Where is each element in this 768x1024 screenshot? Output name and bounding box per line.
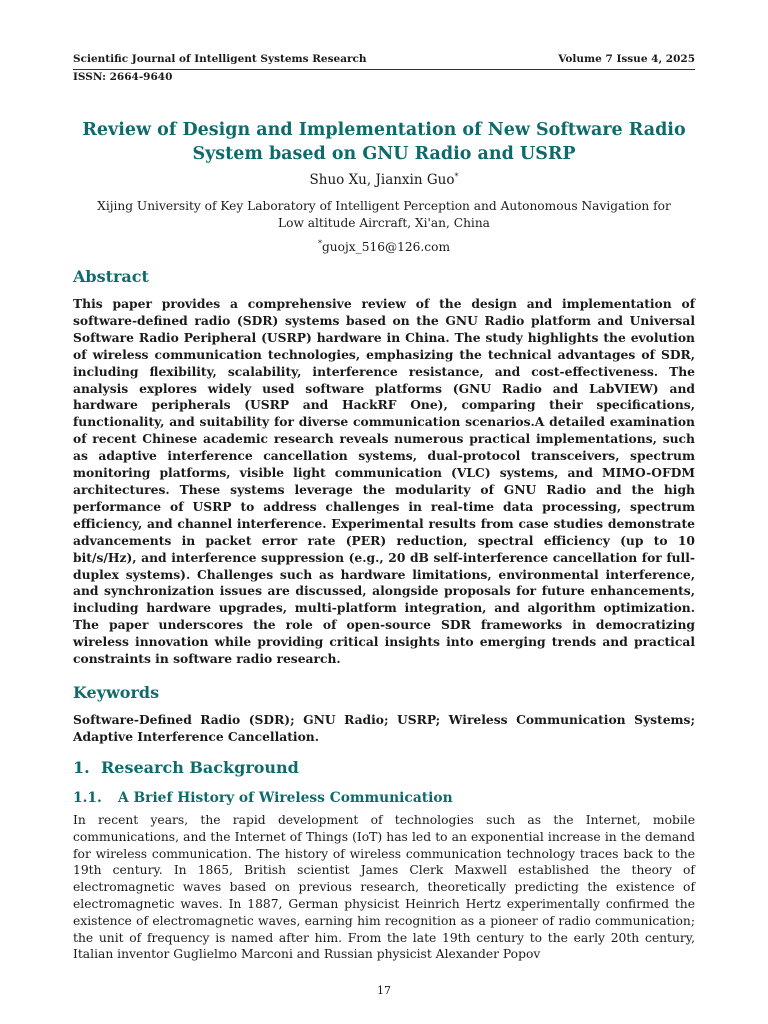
subsection-heading [73, 790, 453, 806]
section-title: Research Background [101, 758, 299, 777]
keywords-heading: Keywords [73, 683, 160, 702]
running-header [73, 53, 695, 69]
affiliation-line-1: Xijing University of Key Laboratory of Intelligent Perception and Autonomous Navigation for [97, 199, 671, 213]
subsection-number: 1.1. [73, 790, 102, 806]
subsection-title: A Brief History of Wireless Communication [118, 790, 453, 806]
authors [73, 172, 695, 188]
author-names: Shuo Xu, Jianxin Guo [309, 172, 455, 188]
volume-issue: Volume 7 Issue 4, 2025 [558, 53, 695, 65]
email-address[interactable]: guojx_516@126.com [321, 240, 451, 254]
affiliation-line-2: Low altitude Aircraft, Xi'an, China [278, 216, 490, 230]
abstract-heading: Abstract [73, 267, 149, 286]
header-rule [73, 69, 695, 70]
page-number: 17 [377, 984, 391, 997]
paper-title [73, 118, 695, 166]
title-line-1: Review of Design and Implementation of New Software Radio [82, 120, 686, 140]
paper-page [73, 0, 695, 1024]
affiliation [73, 198, 695, 232]
section-number: 1. [73, 758, 90, 777]
body-paragraph: In recent years, the rapid development of technologies such as the Internet, mobile communications, and the Internet of Things (IoT) has led to an exponential increase in the demand for wireless communication. The history of wireless communication technology traces back to the 19th century. In 1865, British scientist James Clerk Maxwell established the theory of electromagnetic waves based on previous research, theoretically predicting the existence of electromagnetic waves. In 1887, German physicist Heinrich Hertz experimentally confirmed the existence of electromagnetic waves, earning him recognition as a pioneer of radio communication; the unit of frequency is named after him. From the late 19th century to the early 20th century, Italian inventor Guglielmo Marconi and Russian physicist Alexander Popov [73, 813, 695, 962]
abstract-text: This paper provides a comprehensive review of the design and implementation of software-defined radio (SDR) systems based on the GNU Radio platform and Universal Software Radio Peripheral (USRP) hardware in China. The study highlights the evolution of wireless communication technologies, emphasizing the technical advantages of SDR, including flexibility, scalability, interference resistance, and cost-effectiveness. The analysis explores widely used software platforms (GNU Radio and LabVIEW) and hardware peripherals (USRP and HackRF One), comparing their specifications, functionality, and suitability for diverse communication scenarios.A detailed examination of recent Chinese academic research reveals numerous practical implementations, such as adaptive interference cancellation systems, dual-protocol transceivers, spectrum monitoring platforms, visible light communication (VLC) systems, and MIMO-OFDM architectures. These systems leverage the modularity of GNU Radio and the high performance of USRP to address challenges in real-time data processing, spectrum efficiency, and channel interference. Experimental results from case studies demonstrate advancements in packet error rate (PER) reduction, spectral efficiency (up to 10 bit/s/Hz), and interference suppression (e.g., 20 dB self-interference cancellation for full-duplex systems). Challenges such as hardware limitations, environmental interference, and synchronization issues are discussed, alongside proposals for future enhancements, including hardware upgrades, multi-platform integration, and algorithm optimization. The paper underscores the role of open-source SDR frameworks in democratizing wireless innovation while providing critical insights into emerging trends and practical constraints in software radio research. [73, 296, 695, 667]
journal-name: Scientific Journal of Intelligent Systems Research [73, 53, 367, 65]
contact-email [73, 240, 695, 254]
issn: ISSN: 2664-9640 [73, 71, 173, 83]
corresponding-author-mark: * [454, 172, 459, 181]
section-heading [73, 758, 299, 777]
keywords-text: Software-Defined Radio (SDR); GNU Radio; USRP; Wireless Communication Systems; Adaptive Interference Cancellation. [73, 712, 695, 744]
email-mark: * [317, 239, 322, 248]
title-line-2: System based on GNU Radio and USRP [192, 144, 576, 164]
